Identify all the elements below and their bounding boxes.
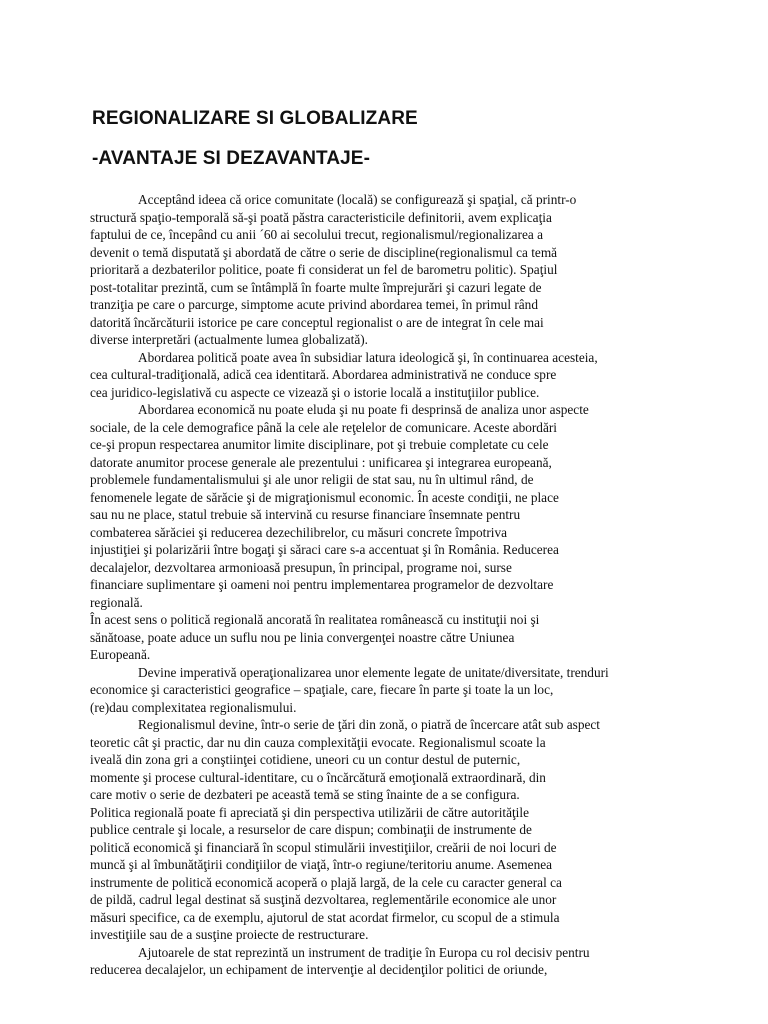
- text-line: prioritară a dezbaterilor politice, poate fi considerat un fel de barometru politic). Spaţiul: [90, 262, 558, 277]
- document-body: [90, 191, 690, 979]
- document-subtitle: -AVANTAJE SI DEZAVANTAJE-: [92, 148, 371, 169]
- document-title: REGIONALIZARE SI GLOBALIZARE: [92, 108, 418, 129]
- text-line: diverse interpretări (actualmente lumea globalizată).: [90, 332, 368, 347]
- text-line: Devine imperativă operaţionalizarea unor elemente legate de unitate/diversitate, trenduri: [138, 664, 609, 680]
- text-line: măsuri specifice, ca de exemplu, ajutorul de stat acordat firmelor, cu scopul de a stimula: [90, 909, 560, 925]
- text-line: politică economică şi financiară în scopul stimulării investiţiilor, creării de noi locuri de: [90, 839, 557, 855]
- text-line: ce-şi propun respectarea anumitor limite disciplinare, pot şi trebuie completate cu cele: [90, 437, 549, 452]
- text-line: (re)dau complexitatea regionalismului.: [90, 699, 297, 715]
- text-line: sociale, de la cele demografice până la cele ale reţelelor de comunicare. Aceste abordări: [90, 419, 557, 435]
- text-line: fenomenele legate de sărăcie şi de migraţionismul economic. În aceste condiţii, ne place: [90, 489, 559, 505]
- text-line: cea juridico-legislativă cu aspecte ce vizează şi o istorie locală a instituţiilor publice.: [90, 384, 540, 400]
- text-line: investiţiile sau de a susţine proiecte de restructurare.: [90, 927, 369, 942]
- text-line: sau nu ne place, statul trebuie să intervină cu resurse financiare însemnate pentru: [90, 507, 521, 522]
- text-line: faptului de ce, începând cu anii ´60 ai secolului trecut, regionalismul/regionalizarea a: [90, 227, 544, 242]
- text-line: structură spaţio-temporală să-şi poată păstra caracteristicile definitorii, avem explicaţia: [90, 209, 552, 225]
- text-line: post-totalitar prezintă, cum se întâmplă în foarte multe împrejurări şi cazuri legate de: [90, 279, 542, 295]
- text-line: În acest sens o politică regională ancorată în realitatea românească cu instituţii noi şi: [90, 612, 540, 627]
- text-line: decalajelor, dezvoltarea armonioasă presupun, în principal, programe noi, surse: [90, 559, 512, 575]
- text-line: injustiţiei şi polarizării între bogaţi şi săraci care s-a accentuat şi în România. Reducerea: [90, 542, 559, 557]
- text-line: problemele fundamentalismului şi ale unor religii de stat sau, nu în ultimul rând, de: [90, 472, 534, 487]
- text-line: instrumente de politică economică acoperă o plajă largă, de la cele cu caracter general ca: [90, 874, 562, 890]
- text-line: momente şi procese cultural-identitare, cu o încărcătură emoţională extraordinară, din: [90, 769, 546, 785]
- text-line: Politica regională poate fi apreciată şi din perspectiva utilizării de către autorităţile: [90, 804, 529, 820]
- text-line: Abordarea economică nu poate eluda şi nu poate fi desprinsă de analiza unor aspecte: [138, 402, 589, 417]
- text-line: Europeană.: [90, 647, 151, 662]
- text-line: combaterea sărăciei şi reducerea dezechilibrelor, cu măsuri concrete împotriva: [90, 524, 507, 540]
- text-line: devenit o temă disputată şi abordată de către o serie de discipline(regionalismul ca temă: [90, 244, 558, 260]
- text-line: Acceptând ideea că orice comunitate (locală) se configurează şi spaţial, că printr-o: [138, 192, 577, 207]
- text-line: Regionalismul devine, într-o serie de ţări din zonă, o piatră de încercare atât sub aspect: [138, 717, 600, 732]
- text-line: publice centrale şi locale, a resurselor de care dispun; combinaţii de instrumente de: [90, 822, 532, 837]
- text-line: reducerea decalajelor, un echipament de intervenţie al decidenţilor politici de oriunde,: [90, 962, 548, 977]
- text-line: datorate anumitor procese generale ale prezentului : unificarea şi integrarea europeană,: [90, 454, 552, 470]
- text-line: cea cultural-tradiţională, adică cea identitară. Abordarea administrativă ne conduce spre: [90, 367, 557, 382]
- text-line: de pildă, cadrul legal destinat să susţină dezvoltarea, reglementările economice ale unor: [90, 892, 557, 907]
- text-line: Ajutoarele de stat reprezintă un instrument de tradiţie în Europa cu rol decisiv pentru: [138, 944, 590, 960]
- text-line: datorită încărcăturii istorice pe care conceptul regionalist o are de integrat în cele mai: [90, 314, 544, 330]
- text-line: sănătoase, poate aduce un suflu nou pe linia convergenţei noastre către Uniunea: [90, 629, 515, 645]
- text-line: teoretic cât şi practic, dar nu din cauza complexităţii evocate. Regionalismul scoate la: [90, 734, 546, 750]
- text-line: financiare suplimentare şi oameni noi pentru implementarea programelor de dezvoltare: [90, 577, 554, 592]
- text-line: tranziţia pe care o parcurge, simptome acute privind abordarea temei, în primul rând: [90, 297, 538, 312]
- text-line: economice şi caracteristici geografice – spaţiale, care, fiecare în parte şi toate la un loc,: [90, 682, 554, 697]
- text-line: Abordarea politică poate avea în subsidiar latura ideologică şi, în continuarea acesteia,: [138, 349, 598, 365]
- text-line: regională.: [90, 594, 143, 610]
- text-line: muncă şi al îmbunătăţirii condiţiilor de viaţă, într-o regiune/teritoriu anume. Asemenea: [90, 857, 553, 872]
- text-line: care motiv o serie de dezbateri pe această temă se sting înainte de a se configura.: [90, 787, 520, 802]
- text-line: iveală din zona gri a conştiinţei cotidiene, uneori cu un contur destul de puternic,: [90, 752, 521, 767]
